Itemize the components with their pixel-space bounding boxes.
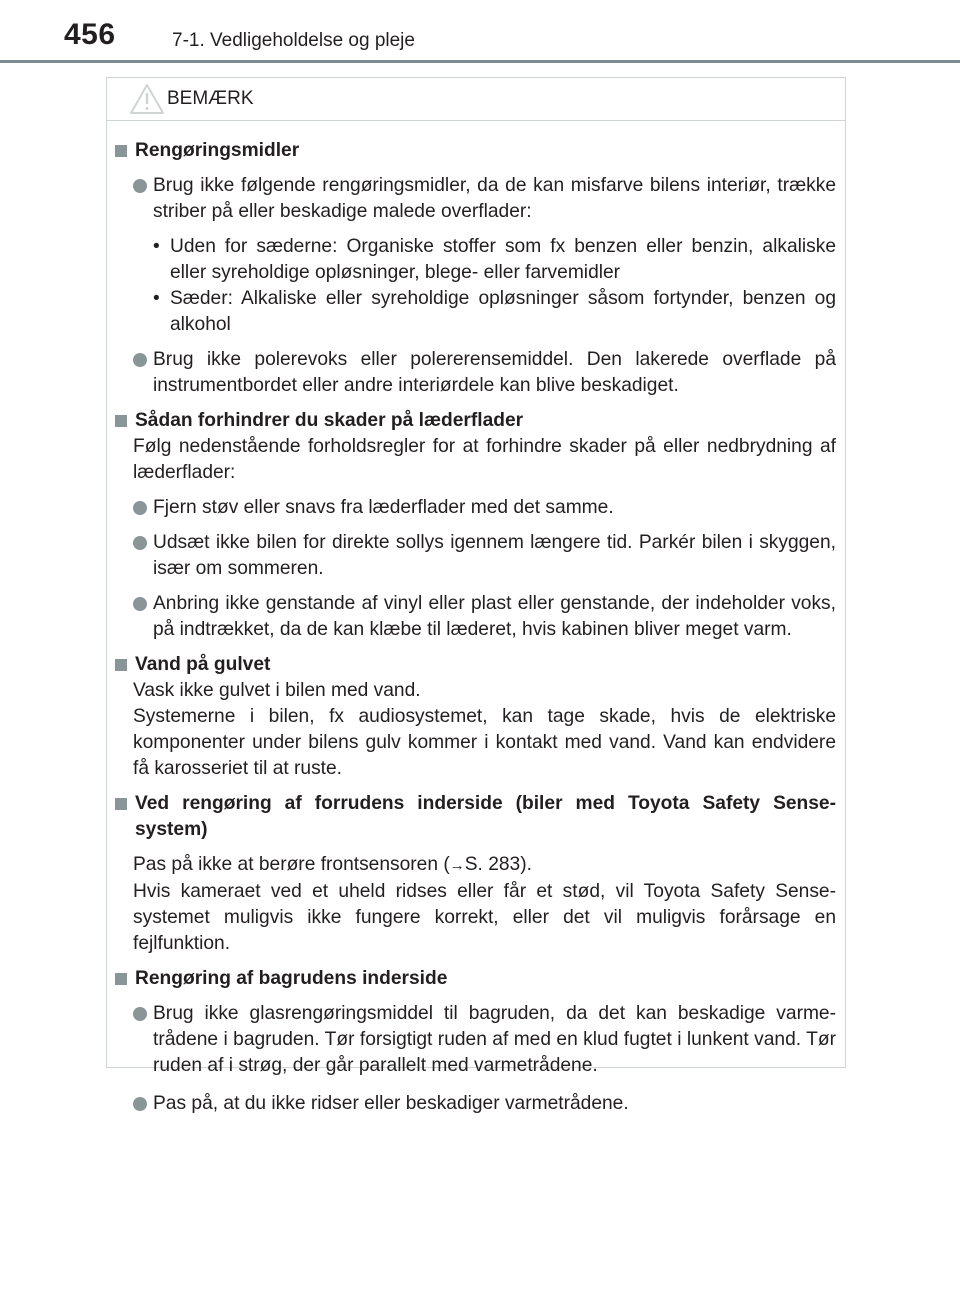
notice-content xyxy=(107,121,845,1117)
square-bullet-icon xyxy=(115,798,127,810)
page-number: 456 xyxy=(64,18,116,51)
list-item: Brug ikke polerevoks eller polererensemiddel. Den lakerede overflade på instrumentbordet eller andre interiørdele kan blive beskadiget. xyxy=(133,347,836,399)
notice-box xyxy=(106,77,846,1114)
section-heading: Sådan forhindrer du skader på læderflader xyxy=(133,408,836,434)
list-item: Anbring ikke genstande af vinyl eller plast eller genstande, der indeholder voks, på indtrækket, da de kan klæbe til læderet, hvis kabinen bliver meget varm. xyxy=(133,591,836,643)
circle-bullet-icon xyxy=(133,1007,147,1021)
sub-list-item: • Sæder: Alkaliske eller syreholdige opløsninger såsom fortynder, benzen og alkohol xyxy=(153,288,836,335)
circle-bullet-icon xyxy=(133,179,147,193)
square-bullet-icon xyxy=(115,973,127,985)
circle-bullet-icon xyxy=(133,353,147,367)
circle-bullet-icon xyxy=(133,1097,147,1111)
page-reference-arrow-icon: → xyxy=(449,857,465,874)
list-item: Fjern støv eller snavs fra læderflader med det samme. xyxy=(133,495,836,521)
section-heading: Vand på gulvet xyxy=(133,652,836,678)
circle-bullet-icon xyxy=(133,597,147,611)
list-item: Pas på, at du ikke ridser eller beskadiger varmetrådene. xyxy=(133,1091,836,1117)
circle-bullet-icon xyxy=(133,501,147,515)
warning-triangle-icon xyxy=(129,83,165,115)
header-rule xyxy=(0,60,960,63)
square-bullet-icon xyxy=(115,659,127,671)
page-reference-link[interactable]: S. 283). xyxy=(464,854,532,875)
paragraph: Pas på ikke at berøre frontsensoren (→S. 283). xyxy=(133,854,532,875)
sub-list-item: • Uden for sæderne: Organiske stoffer som fx benzen eller benzin, alkaliske eller syreholdige opløsninger, blege- eller farvemidler xyxy=(153,236,836,283)
notice-header xyxy=(107,78,845,121)
section-title: 7-1. Vedligeholdelse og pleje xyxy=(172,30,415,51)
list-item: Brug ikke følgende rengøringsmidler, da de kan misfarve bilens interiør, trække striber på eller beskadige malede overflader: xyxy=(133,173,836,225)
paragraph: Systemerne i bilen, fx audiosystemet, kan tage skade, hvis de elektriske komponenter under bilens gulv kommer i kontakt med vand. Vand kan endvidere få karosseriet til at ruste. xyxy=(133,706,836,779)
section-heading: Rengøringsmidler xyxy=(133,138,836,164)
list-item: Udsæt ikke bilen for direkte sollys igennem længere tid. Parkér bilen i skyggen, især om sommeren. xyxy=(133,530,836,582)
paragraph: Følg nedenstående forholdsregler for at forhindre skader på eller nedbrydning af læderflader: xyxy=(133,436,836,483)
notice-title: BEMÆRK xyxy=(167,88,254,109)
circle-bullet-icon xyxy=(133,536,147,550)
section-heading: Rengøring af bagrudens inderside xyxy=(133,966,836,992)
square-bullet-icon xyxy=(115,415,127,427)
section-heading: Ved rengøring af forrudens inderside (biler med Toyota Safety Sense-system) xyxy=(133,791,836,843)
list-item: Brug ikke glasrengøringsmiddel til bagruden, da det kan beskadige varmetrådene i bagruden. Tør forsigtigt ruden af med en klud fugtet i lunkent vand. Tør ruden af i strøg, der går parallelt med varmetrådene. xyxy=(133,1001,836,1079)
paragraph: Hvis kameraet ved et uheld ridses eller får et stød, vil Toyota Safety Sense-systemet muligvis ikke fungere korrekt, eller det vil muligvis forårsage en fejlfunktion. xyxy=(133,881,836,954)
paragraph: Vask ikke gulvet i bilen med vand. xyxy=(133,680,421,701)
square-bullet-icon xyxy=(115,145,127,157)
